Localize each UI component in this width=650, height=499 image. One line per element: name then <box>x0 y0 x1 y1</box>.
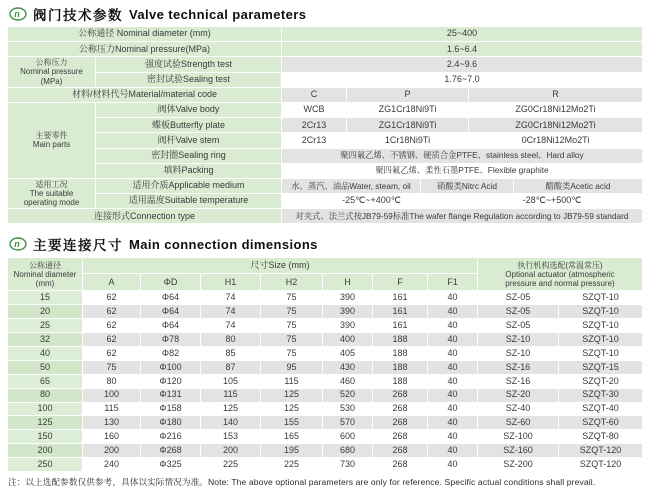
cell-d: Φ158 <box>141 403 200 416</box>
label-line: 适用工况 <box>35 179 68 189</box>
cell-sz: SZ-16 <box>478 375 558 388</box>
cell-a: 75 <box>83 361 140 374</box>
label-line: (MPa) <box>40 76 63 86</box>
table-row <box>8 88 643 102</box>
column-header-h: H <box>323 274 372 290</box>
cell-d: Φ268 <box>141 444 200 457</box>
nominal-diameter-cell: 100 <box>8 403 82 416</box>
cell-sz: SZ-60 <box>478 416 558 429</box>
column-header-f: F <box>373 274 427 290</box>
butterfly-plate-c: 2Cr13 <box>282 118 346 132</box>
footnote: 注：以上选配参数仅供参考，具体以实际情况为准。Note: The above optional parameters are only for reference. Specific actual conditions shall prevail. <box>8 477 596 488</box>
nominal-diameter-cell: 150 <box>8 430 82 443</box>
cell-d: Φ64 <box>141 319 200 332</box>
pressure-group-label <box>8 57 95 86</box>
section-header-parameters <box>9 5 643 23</box>
cell-f: 161 <box>373 305 427 318</box>
table-row <box>8 333 643 346</box>
cell-d: Φ120 <box>141 375 200 388</box>
table-row <box>8 305 643 318</box>
table-row <box>8 209 643 223</box>
brand-logo-icon <box>9 7 27 21</box>
cell-szqt: SZQT-10 <box>559 305 642 318</box>
cell-h2: 125 <box>261 389 322 402</box>
cell-sz: SZ-10 <box>478 333 558 346</box>
cell-d: Φ131 <box>141 389 200 402</box>
cell-d: Φ180 <box>141 416 200 429</box>
butterfly-plate-r: ZG0Cr18Ni12Mo2Ti <box>469 118 642 132</box>
cell-f: 161 <box>373 319 427 332</box>
t2-body <box>8 291 643 471</box>
operating-mode-group <box>8 179 643 208</box>
cell-szqt: SZQT-15 <box>559 361 642 374</box>
table-header <box>8 258 643 290</box>
row-label: 填料Packing <box>96 164 281 178</box>
column-header-a: A <box>83 274 140 290</box>
cell-h: 680 <box>323 444 372 457</box>
label-line: Nominal diameter <box>13 269 77 279</box>
valve-body-c: WCB <box>282 103 346 117</box>
table-row <box>8 458 643 471</box>
nominal-diameter-cell: 20 <box>8 305 82 318</box>
size-header-block <box>83 258 477 290</box>
table-row <box>96 118 642 132</box>
cell-a: 62 <box>83 291 140 304</box>
column-header-h1: H1 <box>201 274 260 290</box>
cell-h: 600 <box>323 430 372 443</box>
cell-h: 400 <box>323 333 372 346</box>
row-label: 密封试验Sealing test <box>96 73 281 87</box>
cell-f1: 40 <box>428 430 477 443</box>
cell-h: 460 <box>323 375 372 388</box>
pressure-test-group <box>8 57 643 86</box>
temperature-range-1: -25℃~+400℃ <box>282 194 461 208</box>
cell-sz: SZ-100 <box>478 430 558 443</box>
row-label: 蝶板Butterfly plate <box>96 118 281 132</box>
cell-h1: 115 <box>201 389 260 402</box>
cell-a: 240 <box>83 458 140 471</box>
label-line: 执行机构选配(常温常压) <box>517 260 603 270</box>
row-label: 密封圈Sealing ring <box>96 149 281 163</box>
cell-f1: 40 <box>428 347 477 360</box>
cell-szqt: SZQT-120 <box>559 444 642 457</box>
valve-body-r: ZG0Cr18Ni12Mo2Ti <box>469 103 642 117</box>
cell-f1: 40 <box>428 458 477 471</box>
table-row <box>8 389 643 402</box>
nominal-diameter-cell: 65 <box>8 375 82 388</box>
cell-h1: 85 <box>201 347 260 360</box>
cell-sz: SZ-10 <box>478 347 558 360</box>
table-row <box>8 444 643 457</box>
cell-sz: SZ-160 <box>478 444 558 457</box>
cell-h: 405 <box>323 347 372 360</box>
cell-h: 530 <box>323 403 372 416</box>
label-line: Optional actuator (atmospheric <box>505 269 615 279</box>
valve-stem-p: 1Cr18Ni9Ti <box>347 133 468 147</box>
cell-szqt: SZQT-20 <box>559 375 642 388</box>
cell-f: 268 <box>373 444 427 457</box>
cell-f: 161 <box>373 291 427 304</box>
cell-szqt: SZQT-10 <box>559 347 642 360</box>
nominal-diameter-cell: 80 <box>8 389 82 402</box>
cell-h1: 200 <box>201 444 260 457</box>
table-row <box>96 149 642 163</box>
table-row <box>96 164 642 178</box>
material-code-r: R <box>469 88 642 102</box>
cell-f: 188 <box>373 347 427 360</box>
cell-szqt: SZQT-10 <box>559 333 642 346</box>
cell-f1: 40 <box>428 333 477 346</box>
label-line: The suitable <box>29 188 74 198</box>
nominal-diameter-cell: 25 <box>8 319 82 332</box>
butterfly-plate-p: ZG1Cr18Ni9Ti <box>347 118 468 132</box>
cell-h: 730 <box>323 458 372 471</box>
cell-d: Φ216 <box>141 430 200 443</box>
table-row <box>8 375 643 388</box>
label-line: Main parts <box>32 140 71 150</box>
label-line: Nominal pressure <box>20 67 83 77</box>
valve-parameters-table <box>8 27 643 223</box>
label-line: (mm) <box>35 279 55 289</box>
medium-water: 水、蒸汽、油品Water, steam, oil <box>282 179 420 193</box>
svg-text:n: n <box>14 9 20 19</box>
table-row <box>8 361 643 374</box>
table-row <box>96 179 642 193</box>
strength-test-value: 2.4~9.6 <box>282 57 642 71</box>
nominal-diameter-value: 25~400 <box>282 27 642 41</box>
column-header-f1: F1 <box>428 274 477 290</box>
row-label: 适用介质Applicable medium <box>96 179 281 193</box>
svg-text:n: n <box>14 239 20 250</box>
sealing-test-value: 1.76~7.0 <box>282 73 642 87</box>
cell-a: 200 <box>83 444 140 457</box>
table-row <box>96 103 642 117</box>
cell-sz: SZ-16 <box>478 361 558 374</box>
cell-f1: 40 <box>428 416 477 429</box>
label-line: operating mode <box>23 198 80 208</box>
table-row <box>96 57 642 71</box>
cell-h1: 80 <box>201 333 260 346</box>
cell-f: 268 <box>373 416 427 429</box>
cell-f1: 40 <box>428 305 477 318</box>
cell-h2: 75 <box>261 305 322 318</box>
cell-f: 268 <box>373 430 427 443</box>
cell-h1: 140 <box>201 416 260 429</box>
valve-stem-r: 0Cr18Ni12Mo2Ti <box>469 133 642 147</box>
material-code-p: P <box>347 88 468 102</box>
nominal-diameter-cell: 32 <box>8 333 82 346</box>
cell-d: Φ325 <box>141 458 200 471</box>
material-code-c: C <box>282 88 346 102</box>
row-label: 阀体Valve body <box>96 103 281 117</box>
cell-h1: 74 <box>201 291 260 304</box>
cell-d: Φ64 <box>141 291 200 304</box>
table-row <box>8 347 643 360</box>
cell-h2: 75 <box>261 291 322 304</box>
table-row <box>96 73 642 87</box>
connection-type-value: 对夹式、法兰式按JB79-59标准The wafer flange Regulation according to JB79-59 standard <box>282 209 642 223</box>
label-line: 主要零件 <box>35 131 68 141</box>
table-row <box>8 319 643 332</box>
cell-f: 188 <box>373 361 427 374</box>
cell-h2: 165 <box>261 430 322 443</box>
cell-h2: 125 <box>261 403 322 416</box>
cell-szqt: SZQT-60 <box>559 416 642 429</box>
cell-h1: 74 <box>201 305 260 318</box>
valve-body-p: ZG1Cr18Ni9Ti <box>347 103 468 117</box>
cell-f: 268 <box>373 458 427 471</box>
sealing-ring-value: 聚四氟乙烯、不锈钢、硬质合金PTFE、stainless steel、Hard alloy <box>282 149 642 163</box>
cell-szqt: SZQT-120 <box>559 458 642 471</box>
cell-sz: SZ-05 <box>478 291 558 304</box>
cell-sz: SZ-05 <box>478 305 558 318</box>
cell-f: 188 <box>373 375 427 388</box>
label-line: pressure and normal pressure) <box>505 279 615 289</box>
cell-h2: 75 <box>261 333 322 346</box>
nominal-pressure-value: 1.6~6.4 <box>282 42 642 56</box>
cell-h: 570 <box>323 416 372 429</box>
cell-h: 390 <box>323 291 372 304</box>
section-title-en: Main connection dimensions <box>129 236 318 252</box>
cell-szqt: SZQT-30 <box>559 389 642 402</box>
cell-h2: 195 <box>261 444 322 457</box>
cell-h2: 95 <box>261 361 322 374</box>
cell-d: Φ64 <box>141 305 200 318</box>
cell-a: 130 <box>83 416 140 429</box>
cell-f1: 40 <box>428 291 477 304</box>
main-parts-label <box>8 103 95 178</box>
table-row <box>96 133 642 147</box>
section-title-zh: 阀门技术参数 <box>33 8 123 23</box>
cell-a: 80 <box>83 375 140 388</box>
table-row <box>8 27 643 41</box>
packing-value: 聚四氟乙烯、柔性石墨PTFE、Flexible graphite <box>282 164 642 178</box>
nominal-diameter-cell: 200 <box>8 444 82 457</box>
cell-szqt: SZQT-10 <box>559 291 642 304</box>
row-label: 连接形式Connection type <box>8 209 281 223</box>
cell-sz: SZ-05 <box>478 319 558 332</box>
table-row <box>8 291 643 304</box>
cell-h: 520 <box>323 389 372 402</box>
cell-d: Φ82 <box>141 347 200 360</box>
main-parts-group <box>8 103 643 178</box>
cell-h1: 87 <box>201 361 260 374</box>
cell-sz: SZ-40 <box>478 403 558 416</box>
nominal-diameter-header <box>8 258 82 290</box>
cell-a: 115 <box>83 403 140 416</box>
row-label: 材料/材料代号Material/material code <box>8 88 281 102</box>
cell-f1: 40 <box>428 375 477 388</box>
cell-a: 160 <box>83 430 140 443</box>
cell-h1: 225 <box>201 458 260 471</box>
cell-f: 188 <box>373 333 427 346</box>
cell-sz: SZ-20 <box>478 389 558 402</box>
medium-nitric: 硝酸类Nitrc Acid <box>421 179 513 193</box>
cell-h2: 115 <box>261 375 322 388</box>
pressure-group-rows <box>96 57 642 86</box>
cell-f1: 40 <box>428 361 477 374</box>
cell-f1: 40 <box>428 403 477 416</box>
cell-h1: 74 <box>201 319 260 332</box>
cell-h: 430 <box>323 361 372 374</box>
cell-h2: 155 <box>261 416 322 429</box>
table-row <box>8 42 643 56</box>
label-line: 公称通径 <box>29 260 61 270</box>
cell-f: 268 <box>373 389 427 402</box>
cell-h2: 225 <box>261 458 322 471</box>
cell-a: 62 <box>83 347 140 360</box>
nominal-diameter-cell: 15 <box>8 291 82 304</box>
medium-acetic: 醋酸类Acetic acid <box>514 179 642 193</box>
cell-a: 62 <box>83 305 140 318</box>
cell-h: 390 <box>323 305 372 318</box>
cell-h1: 105 <box>201 375 260 388</box>
main-parts-rows <box>96 103 642 178</box>
cell-a: 62 <box>83 333 140 346</box>
cell-h1: 153 <box>201 430 260 443</box>
column-header-d: ΦD <box>141 274 200 290</box>
table-row <box>8 416 643 429</box>
operating-mode-rows <box>96 179 642 208</box>
nominal-diameter-cell: 125 <box>8 416 82 429</box>
nominal-diameter-cell: 50 <box>8 361 82 374</box>
cell-szqt: SZQT-10 <box>559 319 642 332</box>
nominal-diameter-cell: 250 <box>8 458 82 471</box>
table-row <box>8 430 643 443</box>
brand-logo-icon <box>9 237 27 251</box>
size-columns-row <box>83 274 477 290</box>
cell-a: 100 <box>83 389 140 402</box>
table-row <box>8 403 643 416</box>
cell-h: 390 <box>323 319 372 332</box>
row-label: 适用温度Suitable temperature <box>96 194 281 208</box>
row-label: 公称通径 Nominal diameter (mm) <box>8 27 281 41</box>
cell-f: 268 <box>373 403 427 416</box>
row-label: 阀杆Valve stem <box>96 133 281 147</box>
actuator-header <box>478 258 642 290</box>
temperature-range-2: -28℃~+500℃ <box>462 194 642 208</box>
cell-sz: SZ-200 <box>478 458 558 471</box>
column-header-h2: H2 <box>261 274 322 290</box>
size-header: 尺寸Size (mm) <box>83 258 477 273</box>
row-label: 强度试验Strength test <box>96 57 281 71</box>
valve-stem-c: 2Cr13 <box>282 133 346 147</box>
section-title-en: Valve technical parameters <box>129 6 307 22</box>
cell-f1: 40 <box>428 319 477 332</box>
connection-dimensions-table <box>8 258 643 471</box>
cell-f1: 40 <box>428 444 477 457</box>
operating-mode-label <box>8 179 95 208</box>
cell-d: Φ78 <box>141 333 200 346</box>
section-header-dimensions <box>9 235 643 253</box>
cell-h2: 75 <box>261 319 322 332</box>
cell-szqt: SZQT-80 <box>559 430 642 443</box>
cell-h1: 125 <box>201 403 260 416</box>
table-row <box>96 194 642 208</box>
row-label: 公称压力Nominal pressure(MPa) <box>8 42 281 56</box>
cell-f1: 40 <box>428 389 477 402</box>
cell-h2: 75 <box>261 347 322 360</box>
cell-szqt: SZQT-40 <box>559 403 642 416</box>
cell-a: 62 <box>83 319 140 332</box>
nominal-diameter-cell: 40 <box>8 347 82 360</box>
section-title-zh: 主要连接尺寸 <box>33 238 123 254</box>
cell-d: Φ100 <box>141 361 200 374</box>
label-line: 公称压力 <box>35 58 68 68</box>
